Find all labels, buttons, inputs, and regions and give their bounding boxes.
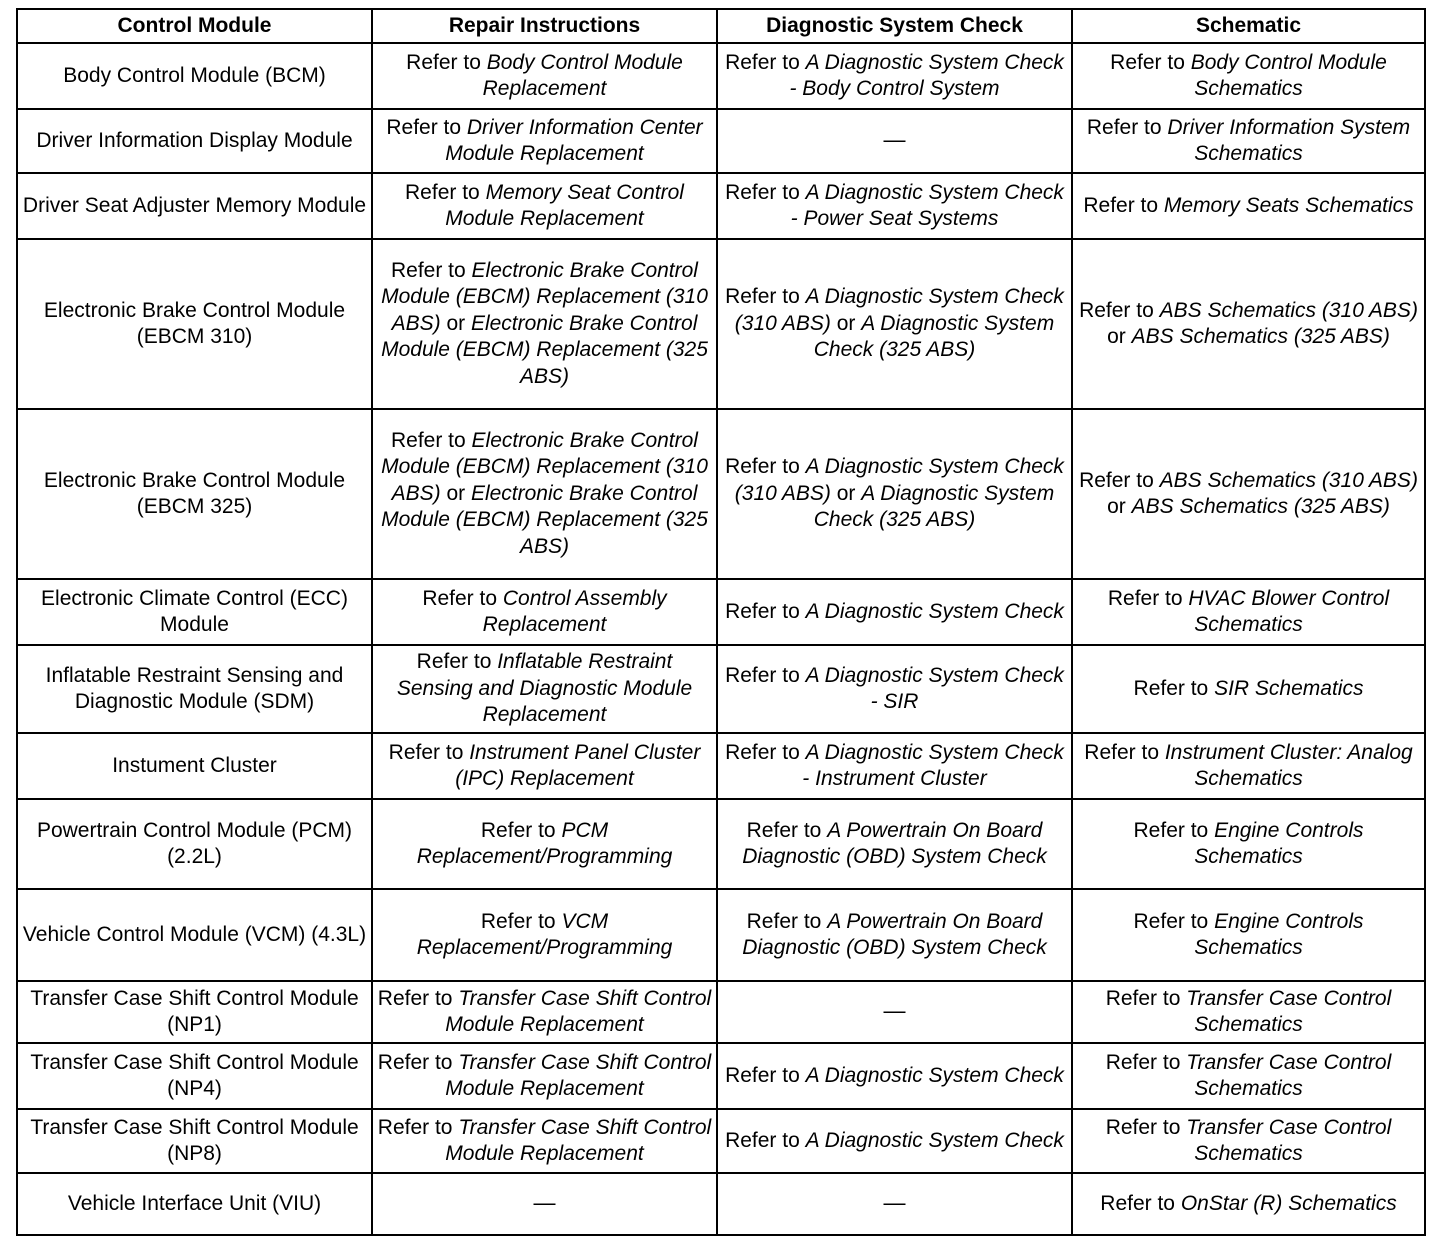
- cell-diagnostic-check: [717, 1043, 1072, 1109]
- reference-title: Electronic Brake Control Module (EBCM) Replacement (310 ABS): [381, 428, 708, 505]
- reference-title: Electronic Brake Control Module (EBCM) Replacement (310 ABS): [381, 258, 708, 335]
- reference-title: Driver Information System Schematics: [1167, 115, 1411, 165]
- cell-text: Driver Seat Adjuster Memory Module: [22, 193, 367, 217]
- cell-repair-instructions: [372, 889, 717, 981]
- cell-text: Refer to: [1110, 50, 1191, 74]
- cell-schematic: [1072, 1173, 1425, 1235]
- table-row: [17, 1173, 1425, 1235]
- reference-title: Transfer Case Control Schematics: [1186, 1050, 1392, 1100]
- cell-schematic: [1072, 1043, 1425, 1109]
- cell-text: or: [1107, 495, 1132, 518]
- cell-repair-instructions: [372, 579, 717, 645]
- reference-title: Instrument Panel Cluster (IPC) Replacement: [455, 740, 701, 790]
- table-row: [17, 409, 1425, 579]
- cell-repair-instructions: [372, 409, 717, 579]
- cell-text: or: [440, 311, 471, 335]
- cell-repair-instructions: [372, 173, 717, 239]
- reference-title: Electronic Brake Control Module (EBCM) Replacement (325 ABS): [381, 311, 708, 388]
- cell-text: Transfer Case Shift Control Module (NP8): [30, 1115, 359, 1165]
- cell-control-module: [17, 579, 372, 645]
- cell-text: Refer to: [1133, 818, 1215, 842]
- cell-control-module: [17, 1043, 372, 1109]
- cell-text: Refer to: [746, 909, 828, 933]
- cell-control-module: [17, 799, 372, 889]
- reference-title: PCM Replacement/Programming: [416, 818, 673, 868]
- cell-text: Refer to: [480, 818, 562, 842]
- cell-text: or: [440, 481, 471, 505]
- cell-text: Refer to: [416, 650, 498, 674]
- empty-dash: —: [883, 1190, 906, 1216]
- table-row: [17, 239, 1425, 409]
- cell-schematic: [1072, 43, 1425, 109]
- reference-title: Transfer Case Control Schematics: [1186, 986, 1392, 1036]
- header-repair-instructions: Repair Instructions: [372, 9, 717, 43]
- cell-repair-instructions: [372, 1109, 717, 1173]
- cell-control-module: [17, 109, 372, 173]
- cell-text: or: [830, 311, 862, 335]
- cell-schematic: [1072, 799, 1425, 889]
- cell-text: Refer to: [1079, 468, 1160, 492]
- cell-text: Refer to: [422, 586, 503, 610]
- cell-text: Electronic Brake Control Module (EBCM 325): [43, 468, 346, 518]
- cell-text: Refer to: [377, 1050, 459, 1074]
- cell-text: Refer to: [725, 599, 806, 623]
- cell-text: Vehicle Interface Unit (VIU): [67, 1191, 322, 1215]
- cell-schematic: [1072, 579, 1425, 645]
- reference-title: A Diagnostic System Check: [805, 1063, 1064, 1087]
- header-diagnostic-system-check: Diagnostic System Check: [717, 9, 1072, 43]
- cell-text: Refer to: [725, 180, 806, 204]
- cell-diagnostic-check: [717, 239, 1072, 409]
- reference-title: A Powertrain On Board Diagnostic (OBD) System Check: [742, 818, 1047, 868]
- table-header: [17, 9, 1425, 43]
- reference-title: VCM Replacement/Programming: [416, 909, 673, 959]
- cell-repair-instructions: [372, 239, 717, 409]
- reference-title: ABS Schematics (310 ABS): [1159, 298, 1418, 322]
- empty-dash: —: [533, 1190, 556, 1216]
- cell-text: Refer to: [725, 740, 806, 764]
- cell-diagnostic-check: [717, 1173, 1072, 1235]
- reference-title: Control Assembly Replacement: [482, 586, 667, 636]
- reference-title: A Diagnostic System Check - Body Control System: [789, 50, 1064, 100]
- cell-schematic: [1072, 981, 1425, 1043]
- reference-title: A Diagnostic System Check (310 ABS): [734, 285, 1064, 335]
- cell-text: Instument Cluster: [112, 753, 277, 777]
- table-row: [17, 43, 1425, 109]
- cell-repair-instructions: [372, 799, 717, 889]
- cell-control-module: [17, 733, 372, 799]
- cell-diagnostic-check: [717, 1109, 1072, 1173]
- reference-title: Memory Seat Control Module Replacement: [445, 180, 684, 230]
- cell-text: Refer to: [1079, 298, 1160, 322]
- reference-title: A Diagnostic System Check: [805, 599, 1064, 623]
- reference-title: A Diagnostic System Check - Power Seat Systems: [790, 180, 1064, 230]
- cell-text: Refer to: [406, 50, 487, 74]
- cell-diagnostic-check: [717, 409, 1072, 579]
- cell-control-module: [17, 981, 372, 1043]
- reference-title: ABS Schematics (325 ABS): [1131, 325, 1390, 348]
- reference-title: Engine Controls Schematics: [1194, 909, 1364, 959]
- cell-diagnostic-check: [717, 981, 1072, 1043]
- header-control-module: Control Module: [17, 9, 372, 43]
- reference-title: ABS Schematics (310 ABS): [1159, 468, 1418, 492]
- cell-text: Refer to: [746, 818, 828, 842]
- table-row: [17, 645, 1425, 733]
- cell-control-module: [17, 1173, 372, 1235]
- reference-title: A Powertrain On Board Diagnostic (OBD) System Check: [742, 909, 1047, 959]
- cell-text: Refer to: [480, 909, 562, 933]
- cell-text: Refer to: [377, 986, 459, 1010]
- cell-text: Refer to: [1105, 986, 1187, 1010]
- cell-diagnostic-check: [717, 645, 1072, 733]
- cell-schematic: [1072, 645, 1425, 733]
- cell-text: Refer to: [386, 115, 467, 139]
- cell-control-module: [17, 889, 372, 981]
- cell-text: Refer to: [725, 1128, 806, 1152]
- cell-schematic: [1072, 1109, 1425, 1173]
- cell-diagnostic-check: [717, 173, 1072, 239]
- cell-text: Driver Information Display Module: [36, 128, 353, 152]
- reference-title: Engine Controls Schematics: [1194, 818, 1364, 868]
- cell-diagnostic-check: [717, 109, 1072, 173]
- table-row: [17, 799, 1425, 889]
- table-row: [17, 889, 1425, 981]
- cell-schematic: [1072, 239, 1425, 409]
- cell-text: Transfer Case Shift Control Module (NP1): [30, 986, 359, 1036]
- table-row: [17, 733, 1425, 799]
- table-body: [17, 43, 1425, 1235]
- header-row: [17, 9, 1425, 43]
- reference-title: Electronic Brake Control Module (EBCM) Replacement (325 ABS): [381, 481, 708, 558]
- cell-text: Electronic Climate Control (ECC) Module: [41, 586, 348, 636]
- reference-title: SIR Schematics: [1214, 676, 1364, 700]
- cell-control-module: [17, 239, 372, 409]
- cell-text: Refer to: [1083, 193, 1164, 217]
- cell-diagnostic-check: [717, 889, 1072, 981]
- reference-title: A Diagnostic System Check: [805, 1128, 1064, 1152]
- table-row: [17, 981, 1425, 1043]
- cell-schematic: [1072, 889, 1425, 981]
- cell-repair-instructions: [372, 733, 717, 799]
- reference-title: HVAC Blower Control Schematics: [1188, 586, 1390, 636]
- cell-text: Refer to: [1107, 586, 1189, 610]
- cell-text: Refer to: [1105, 1115, 1187, 1139]
- reference-title: A Diagnostic System Check (310 ABS): [734, 455, 1064, 505]
- cell-diagnostic-check: [717, 733, 1072, 799]
- cell-text: Refer to: [725, 1063, 806, 1087]
- cell-text: Refer to: [405, 180, 486, 204]
- cell-text: Refer to: [1086, 115, 1168, 139]
- cell-repair-instructions: [372, 1173, 717, 1235]
- cell-text: Refer to: [725, 285, 806, 309]
- cell-schematic: [1072, 409, 1425, 579]
- reference-title: Transfer Case Shift Control Module Replacement: [445, 986, 712, 1036]
- reference-title: A Diagnostic System Check - SIR: [805, 663, 1064, 713]
- control-module-table: [16, 8, 1426, 1236]
- cell-schematic: [1072, 109, 1425, 173]
- cell-repair-instructions: [372, 109, 717, 173]
- table-row: [17, 109, 1425, 173]
- cell-text: Body Control Module (BCM): [63, 63, 326, 87]
- cell-diagnostic-check: [717, 799, 1072, 889]
- header-schematic: Schematic: [1072, 9, 1425, 43]
- cell-text: Refer to: [1133, 676, 1215, 700]
- empty-dash: —: [883, 127, 906, 153]
- cell-text: Refer to: [1084, 740, 1165, 764]
- reference-title: Driver Information Center Module Replacement: [445, 115, 703, 165]
- reference-title: Body Control Module Replacement: [482, 50, 683, 100]
- reference-title: Instrument Cluster: Analog Schematics: [1164, 740, 1413, 790]
- reference-title: Memory Seats Schematics: [1163, 193, 1414, 217]
- table-row: [17, 1109, 1425, 1173]
- cell-repair-instructions: [372, 1043, 717, 1109]
- empty-dash: —: [883, 998, 906, 1024]
- cell-text: or: [1107, 325, 1132, 348]
- reference-title: A Diagnostic System Check (325 ABS): [813, 311, 1055, 362]
- cell-text: Refer to: [1100, 1191, 1181, 1215]
- reference-title: Inflatable Restraint Sensing and Diagnostic Module Replacement: [396, 650, 693, 727]
- cell-text: Refer to: [725, 455, 806, 479]
- reference-title: Transfer Case Shift Control Module Replacement: [445, 1050, 712, 1100]
- cell-text: or: [830, 481, 862, 505]
- reference-title: Transfer Case Shift Control Module Replacement: [445, 1115, 712, 1165]
- cell-schematic: [1072, 173, 1425, 239]
- cell-text: Refer to: [1105, 1050, 1187, 1074]
- reference-title: A Diagnostic System Check - Instrument Cluster: [802, 740, 1064, 790]
- cell-text: Refer to: [725, 50, 806, 74]
- cell-control-module: [17, 409, 372, 579]
- reference-title: ABS Schematics (325 ABS): [1131, 495, 1390, 518]
- cell-diagnostic-check: [717, 43, 1072, 109]
- cell-repair-instructions: [372, 981, 717, 1043]
- table-row: [17, 1043, 1425, 1109]
- cell-text: Refer to: [391, 428, 472, 452]
- cell-text: Inflatable Restraint Sensing and Diagnostic Module (SDM): [45, 663, 344, 713]
- cell-control-module: [17, 43, 372, 109]
- cell-repair-instructions: [372, 645, 717, 733]
- cell-control-module: [17, 173, 372, 239]
- cell-diagnostic-check: [717, 579, 1072, 645]
- cell-schematic: [1072, 733, 1425, 799]
- reference-title: OnStar (R) Schematics: [1180, 1191, 1397, 1215]
- table-row: [17, 173, 1425, 239]
- cell-control-module: [17, 1109, 372, 1173]
- control-module-table-wrapper: [16, 8, 1424, 1236]
- reference-title: A Diagnostic System Check (325 ABS): [813, 481, 1055, 532]
- cell-text: Powertrain Control Module (PCM) (2.2L): [36, 818, 353, 868]
- table-row: [17, 579, 1425, 645]
- cell-text: Refer to: [1133, 909, 1215, 933]
- cell-text: Transfer Case Shift Control Module (NP4): [30, 1050, 359, 1100]
- cell-text: Refer to: [391, 258, 472, 282]
- reference-title: Body Control Module Schematics: [1190, 50, 1387, 100]
- cell-control-module: [17, 645, 372, 733]
- cell-text: Refer to: [725, 663, 806, 687]
- cell-text: Refer to: [388, 740, 470, 764]
- cell-text: Vehicle Control Module (VCM) (4.3L): [22, 922, 367, 946]
- cell-text: Refer to: [377, 1115, 459, 1139]
- reference-title: Transfer Case Control Schematics: [1186, 1115, 1392, 1165]
- cell-repair-instructions: [372, 43, 717, 109]
- cell-text: Electronic Brake Control Module (EBCM 310): [43, 298, 346, 348]
